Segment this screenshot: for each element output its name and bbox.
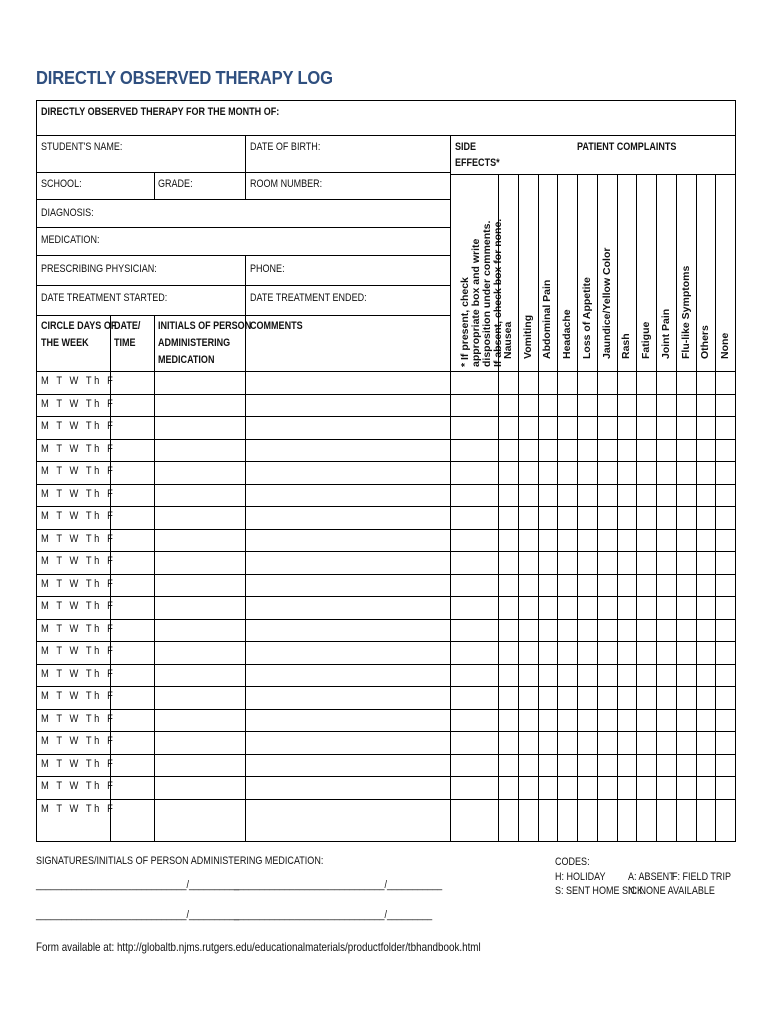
col-date-2: TIME [114,337,136,349]
table-row[interactable] [37,506,735,529]
treatment-started-label: DATE TREATMENT STARTED: [41,292,168,304]
code-field-trip: F: FIELD TRIP [672,871,731,883]
col-days-1: CIRCLE DAYS OF [41,320,117,332]
signature-line-2[interactable]: ______________________________/___________ [234,879,443,891]
instruction-line-1: * If present, check [459,277,471,367]
student-name-label: STUDENT'S NAME: [41,141,123,153]
table-row[interactable] [37,371,735,394]
complaint-flu-like-symptoms: Flu-like Symptoms [679,265,692,359]
days-of-week[interactable]: M T W Th F [41,690,116,702]
table-row[interactable] [37,686,735,709]
signature-line-1[interactable]: ______________________________/__________ [36,879,240,891]
days-of-week[interactable]: M T W Th F [41,397,116,410]
dob-label: DATE OF BIRTH: [250,141,321,153]
complaint-others: Others [699,325,712,359]
table-row[interactable] [37,416,735,439]
side-effects-1: SIDE [455,141,477,153]
complaint-rash: Rash [620,333,633,359]
table-row[interactable] [37,461,735,484]
table-row[interactable] [37,596,735,619]
days-of-week[interactable]: M T W Th F [41,802,116,815]
code-sent-home-sick: S: SENT HOME SICK [555,885,644,897]
days-of-week[interactable]: M T W Th F [41,420,116,432]
days-of-week[interactable]: M T W Th F [41,442,116,455]
days-of-week[interactable]: M T W Th F [41,645,116,657]
days-of-week[interactable]: M T W Th F [41,735,116,747]
patient-complaints-label: PATIENT COMPLAINTS [577,141,677,153]
instruction-line-3: disposition under comments. [481,220,493,367]
table-row[interactable] [37,709,735,732]
signature-line-4[interactable]: ______________________________/_________ [234,909,433,921]
table-row[interactable] [37,641,735,664]
instruction-line-4: If absent, check box for none. [492,218,504,367]
code-holiday: H: HOLIDAY [555,871,606,883]
days-of-week[interactable]: M T W Th F [41,667,116,680]
days-of-week[interactable]: M T W Th F [41,780,116,792]
form-url: Form available at: http://globaltb.njms.rutgers.edu/educationalmaterials/productfolder/tbhandbook.html [36,940,481,954]
days-of-week[interactable]: M T W Th F [41,622,116,635]
complaint-abdominal-pain: Abdominal Pain [541,279,554,359]
physician-label: PRESCRIBING PHYSICIAN: [41,263,157,275]
days-of-week[interactable]: M T W Th F [41,532,116,545]
days-of-week[interactable]: M T W Th F [41,375,116,387]
month-label: DIRECTLY OBSERVED THERAPY FOR THE MONTH OF: [41,106,280,118]
table-row[interactable] [37,394,735,417]
complaint-vomiting: Vomiting [521,314,534,359]
complaint-joint-pain: Joint Pain [659,308,672,359]
table-row[interactable] [37,664,735,687]
col-initials-1: INITIALS OF PERSON [158,320,252,332]
page-title: DIRECTLY OBSERVED THERAPY LOG [36,68,333,88]
side-effects-2: EFFECTS* [455,157,500,169]
table-row[interactable] [37,799,735,822]
grade-label: GRADE: [158,178,193,190]
days-of-week[interactable]: M T W Th F [41,510,116,522]
school-label: SCHOOL: [41,178,82,190]
table-row[interactable] [37,776,735,799]
col-days-2: THE WEEK [41,337,89,349]
code-absent: A: ABSENT [628,871,675,883]
signature-line-3[interactable]: ______________________________/__________ [36,909,240,921]
table-row[interactable] [37,484,735,507]
signatures-label: SIGNATURES/INITIALS OF PERSON ADMINISTERING MEDICATION: [36,855,324,867]
table-row[interactable] [37,731,735,754]
col-initials-3: MEDICATION [158,354,215,366]
codes-title: CODES: [555,856,590,868]
table-row[interactable] [37,439,735,462]
table-row[interactable] [37,529,735,552]
treatment-ended-label: DATE TREATMENT ENDED: [250,292,367,304]
therapy-log-form [36,100,736,842]
days-of-week[interactable]: M T W Th F [41,487,116,500]
days-of-week[interactable]: M T W Th F [41,577,116,590]
complaint-nausea: Nausea [501,321,514,359]
days-of-week[interactable]: M T W Th F [41,600,116,612]
diagnosis-label: DIAGNOSIS: [41,207,94,219]
table-row[interactable] [37,754,735,777]
col-initials-2: ADMINISTERING [158,337,231,349]
table-row[interactable] [37,574,735,597]
table-row[interactable] [37,619,735,642]
col-date-1: DATE/ [114,320,141,332]
col-comments: COMMENTS [250,320,303,332]
days-of-week[interactable]: M T W Th F [41,465,116,477]
complaint-none: None [719,332,732,359]
complaint-jaundice-yellow-color: Jaundice/Yellow Color [600,247,613,359]
code-none-available: N: NONE AVAILABLE [628,885,715,897]
medication-label: MEDICATION: [41,234,100,246]
complaint-loss-of-appetite: Loss of Appetite [580,277,593,359]
complaint-fatigue: Fatigue [640,321,653,359]
table-row[interactable] [37,551,735,574]
complaint-headache: Headache [561,309,574,359]
days-of-week[interactable]: M T W Th F [41,712,116,725]
days-of-week[interactable]: M T W Th F [41,555,116,567]
days-of-week[interactable]: M T W Th F [41,757,116,770]
phone-label: PHONE: [250,263,285,275]
room-number-label: ROOM NUMBER: [250,178,323,190]
instruction-line-2: appropriate box and write [470,238,482,367]
